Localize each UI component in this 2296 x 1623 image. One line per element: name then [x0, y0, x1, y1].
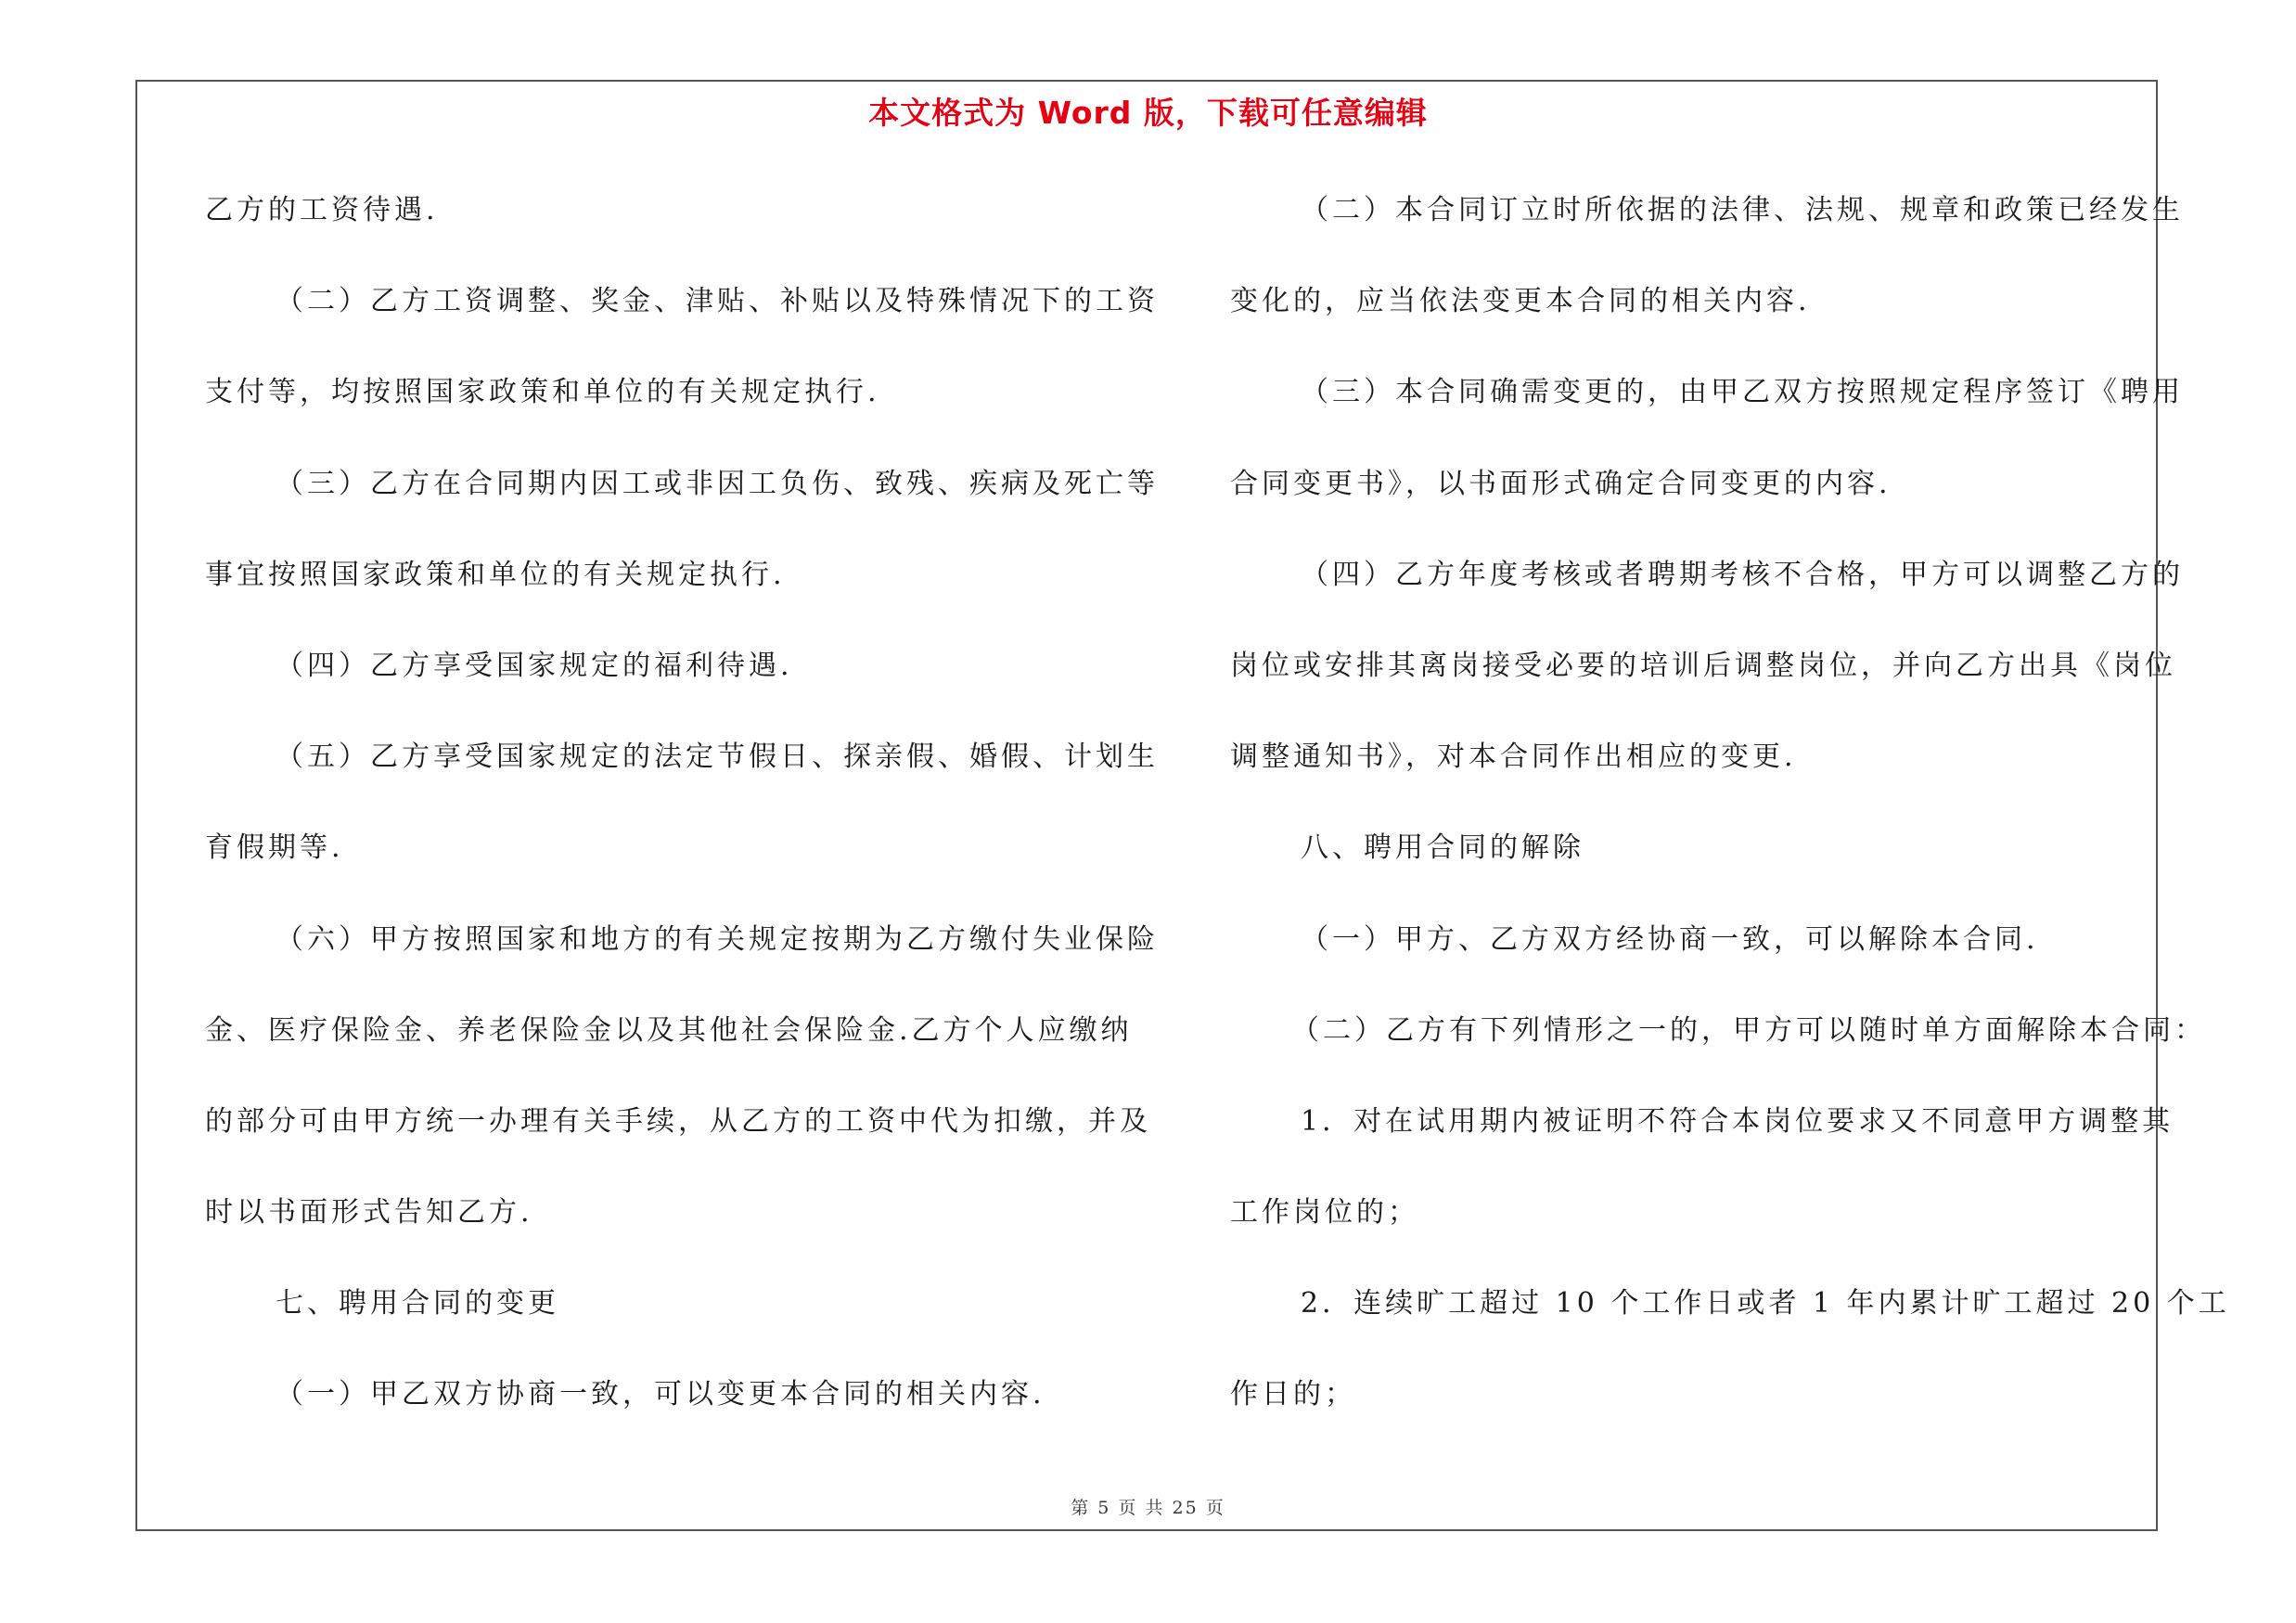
left-line: （三）乙方在合同期内因工或非因工负伤、致残、疾病及死亡等	[276, 467, 1159, 500]
left-line: 金、医疗保险金、养老保险金以及其他社会保险金.乙方个人应缴纳	[205, 1013, 1133, 1047]
page-number-footer: 第 5 页 共 25 页	[1071, 1498, 1225, 1518]
right-line: 2．连续旷工超过 10 个工作日或者 1 年内累计旷工超过 20 个工	[1301, 1287, 2230, 1320]
right-line: 变化的，应当依法变更本合同的相关内容.	[1230, 285, 1811, 318]
right-line: 作日的；	[1230, 1378, 1356, 1411]
right-line: （四）乙方年度考核或者聘期考核不合格，甲方可以调整乙方的	[1301, 558, 2184, 591]
left-line: （四）乙方享受国家规定的福利待遇.	[276, 649, 793, 682]
left-line: 支付等，均按照国家政策和单位的有关规定执行.	[205, 376, 880, 409]
section-heading: 七、聘用合同的变更	[276, 1287, 559, 1320]
right-line: 1．对在试用期内被证明不符合本岗位要求又不同意甲方调整其	[1301, 1104, 2174, 1138]
right-line: 合同变更书》，以书面形式确定合同变更的内容.	[1230, 467, 1892, 500]
left-line: （五）乙方享受国家规定的法定节假日、探亲假、婚假、计划生	[276, 741, 1159, 774]
right-line: 工作岗位的；	[1230, 1196, 1419, 1230]
left-line: （一）甲乙双方协商一致，可以变更本合同的相关内容.	[276, 1378, 1045, 1411]
left-line: 时以书面形式告知乙方.	[205, 1196, 533, 1230]
right-line: （二）本合同订立时所依据的法律、法规、规章和政策已经发生	[1301, 194, 2184, 226]
right-line: （二）乙方有下列情形之一的，甲方可以随时单方面解除本合同：	[1291, 1013, 2206, 1047]
right-column	[1230, 182, 2230, 1458]
section-heading: 八、聘用合同的解除	[1301, 831, 1584, 865]
left-line: 事宜按照国家政策和单位的有关规定执行.	[205, 558, 786, 591]
right-line: 岗位或安排其离岗接受必要的培训后调整岗位，并向乙方出具《岗位	[1230, 649, 2176, 682]
left-line: 育假期等.	[205, 831, 344, 865]
right-line: 调整通知书》，对本合同作出相应的变更.	[1230, 741, 1797, 774]
left-line: （二）乙方工资调整、奖金、津贴、补贴以及特殊情况下的工资	[276, 285, 1159, 318]
right-line: （一）甲方、乙方双方经协商一致，可以解除本合同.	[1301, 922, 2039, 956]
left-line: 乙方的工资待遇.	[205, 194, 439, 226]
left-line: 的部分可由甲方统一办理有关手续，从乙方的工资中代为扣缴，并及	[205, 1104, 1151, 1138]
right-line: （三）本合同确需变更的，由甲乙双方按照规定程序签订《聘用	[1301, 376, 2184, 409]
left-line: （六）甲方按照国家和地方的有关规定按期为乙方缴付失业保险	[276, 922, 1159, 956]
left-column	[205, 182, 1159, 1458]
header-banner: 本文格式为 Word 版，下载可任意编辑	[868, 95, 1428, 131]
